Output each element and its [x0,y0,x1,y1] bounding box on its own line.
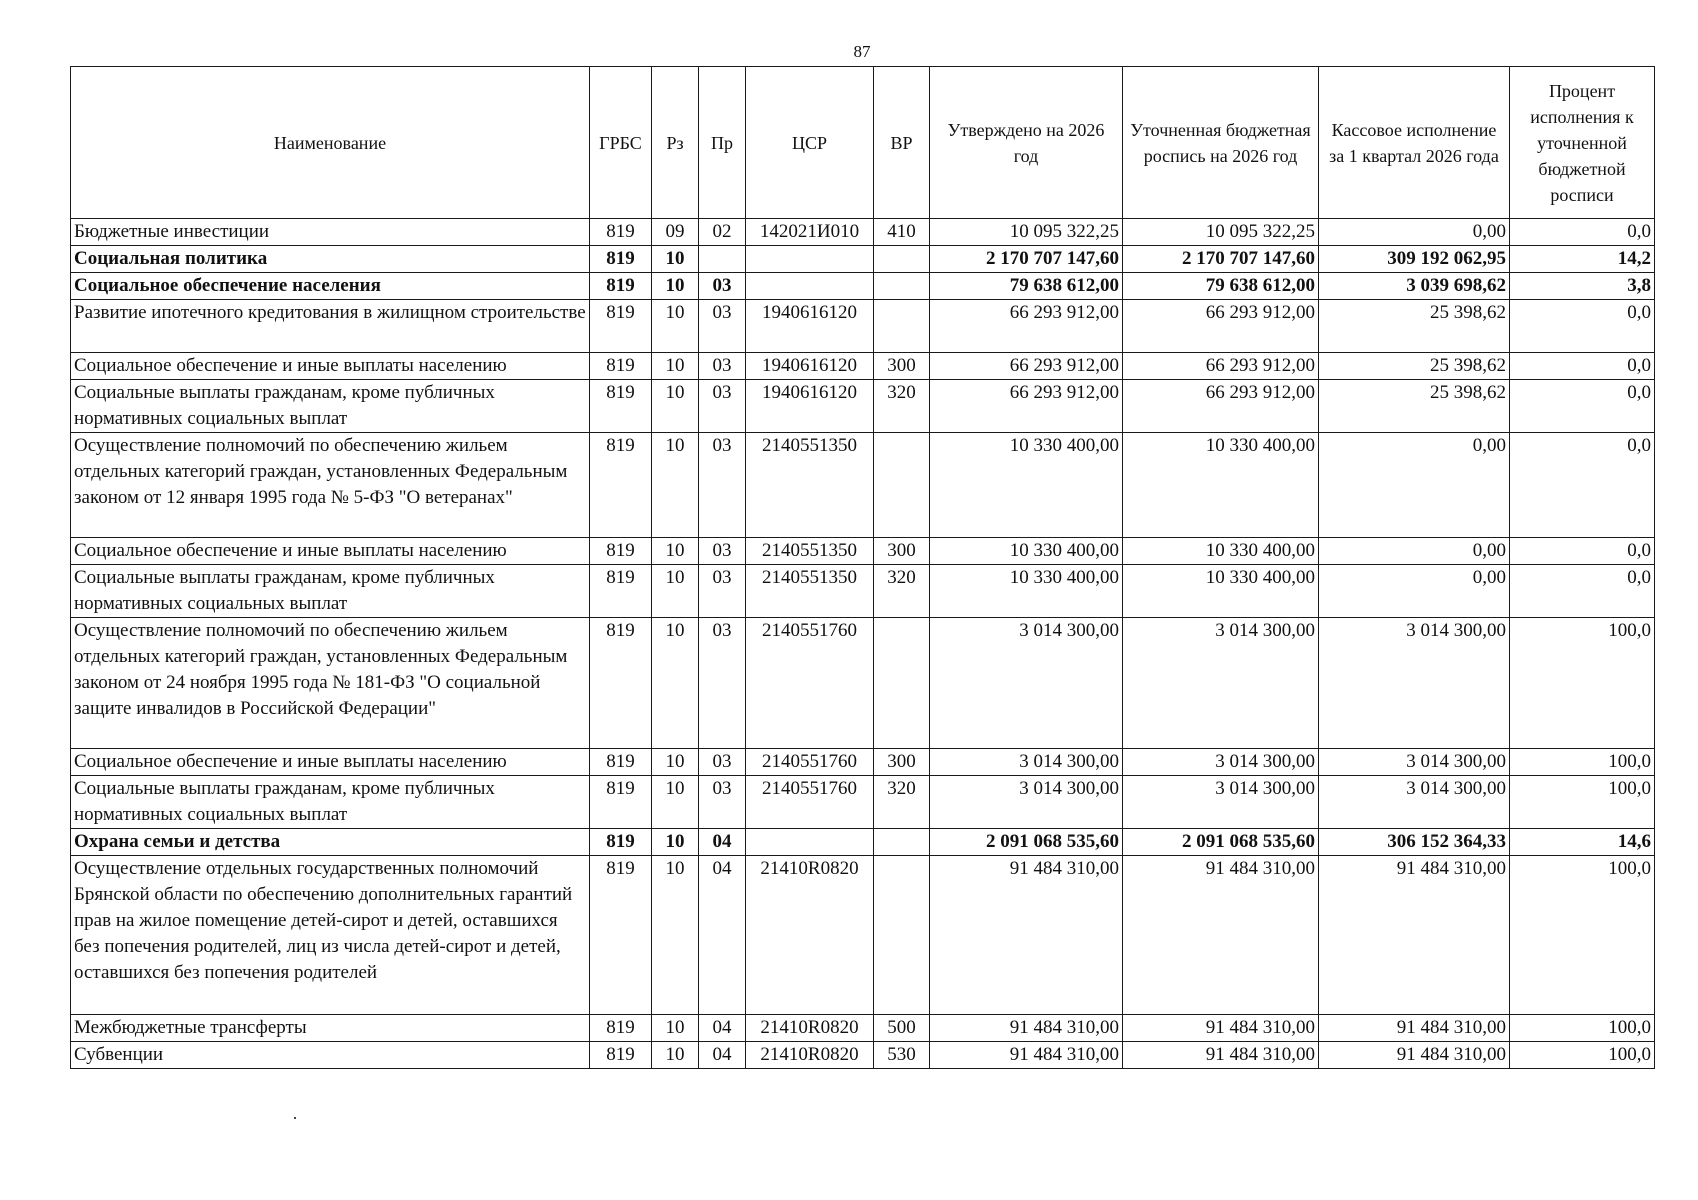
cell-vr: 300 [874,538,930,565]
cell-grbs: 819 [590,353,652,380]
cell-approved: 66 293 912,00 [930,300,1123,353]
cell-executed: 25 398,62 [1319,353,1510,380]
cell-executed: 91 484 310,00 [1319,1015,1510,1042]
cell-percent: 100,0 [1510,856,1655,1015]
cell-grbs: 819 [590,856,652,1015]
cell-vr: 320 [874,776,930,829]
cell-csr: 1940616120 [746,300,874,353]
cell-executed: 0,00 [1319,565,1510,618]
cell-executed: 3 014 300,00 [1319,776,1510,829]
table-row [71,749,1655,776]
cell-approved: 2 170 707 147,60 [930,246,1123,273]
header-name: Наименование [71,67,590,219]
cell-csr: 2140551350 [746,433,874,538]
header-grbs: ГРБС [590,67,652,219]
cell-executed: 91 484 310,00 [1319,1042,1510,1069]
cell-name: Охрана семьи и детства [71,829,590,856]
cell-percent: 0,0 [1510,380,1655,433]
cell-pr: 04 [699,829,746,856]
table-row [71,776,1655,829]
table-row [71,565,1655,618]
cell-rz: 10 [652,273,699,300]
cell-csr: 2140551350 [746,565,874,618]
cell-name: Социальные выплаты гражданам, кроме публичных нормативных социальных выплат [71,565,590,618]
cell-approved: 66 293 912,00 [930,353,1123,380]
cell-csr [746,246,874,273]
table-row [71,1015,1655,1042]
cell-refined: 79 638 612,00 [1123,273,1319,300]
cell-approved: 3 014 300,00 [930,749,1123,776]
cell-csr: 21410R0820 [746,856,874,1015]
cell-refined: 91 484 310,00 [1123,1042,1319,1069]
table-row [71,353,1655,380]
table-row [71,1042,1655,1069]
header-executed: Кассовое исполнение за 1 квартал 2026 года [1319,67,1510,219]
cell-approved: 3 014 300,00 [930,618,1123,749]
cell-percent: 0,0 [1510,219,1655,246]
cell-executed: 3 039 698,62 [1319,273,1510,300]
cell-csr: 21410R0820 [746,1015,874,1042]
cell-approved: 10 330 400,00 [930,538,1123,565]
budget-execution-table [70,66,1655,1069]
cell-refined: 10 330 400,00 [1123,433,1319,538]
cell-grbs: 819 [590,219,652,246]
cell-pr: 03 [699,749,746,776]
cell-grbs: 819 [590,1015,652,1042]
cell-percent: 100,0 [1510,749,1655,776]
cell-percent: 14,2 [1510,246,1655,273]
cell-pr: 03 [699,565,746,618]
cell-pr: 04 [699,1042,746,1069]
cell-name: Субвенции [71,1042,590,1069]
table-row [71,246,1655,273]
cell-executed: 309 192 062,95 [1319,246,1510,273]
cell-grbs: 819 [590,776,652,829]
table-row [71,273,1655,300]
cell-pr: 03 [699,273,746,300]
cell-executed: 306 152 364,33 [1319,829,1510,856]
cell-vr [874,273,930,300]
cell-vr [874,856,930,1015]
cell-percent: 100,0 [1510,618,1655,749]
cell-rz: 10 [652,433,699,538]
cell-name: Социальные выплаты гражданам, кроме публичных нормативных социальных выплат [71,380,590,433]
cell-approved: 79 638 612,00 [930,273,1123,300]
cell-approved: 91 484 310,00 [930,856,1123,1015]
cell-approved: 10 330 400,00 [930,565,1123,618]
cell-pr: 04 [699,1015,746,1042]
table-header-row [71,67,1655,219]
cell-refined: 3 014 300,00 [1123,776,1319,829]
table-row [71,219,1655,246]
cell-csr: 2140551760 [746,618,874,749]
cell-grbs: 819 [590,565,652,618]
cell-refined: 66 293 912,00 [1123,353,1319,380]
cell-approved: 91 484 310,00 [930,1015,1123,1042]
cell-percent: 14,6 [1510,829,1655,856]
cell-grbs: 819 [590,433,652,538]
cell-percent: 0,0 [1510,433,1655,538]
cell-csr: 1940616120 [746,380,874,433]
cell-rz: 10 [652,1015,699,1042]
cell-approved: 91 484 310,00 [930,1042,1123,1069]
cell-vr [874,618,930,749]
cell-pr: 03 [699,618,746,749]
cell-refined: 91 484 310,00 [1123,856,1319,1015]
cell-rz: 10 [652,618,699,749]
cell-executed: 0,00 [1319,433,1510,538]
cell-executed: 0,00 [1319,538,1510,565]
cell-grbs: 819 [590,618,652,749]
cell-pr: 03 [699,433,746,538]
table-row [71,538,1655,565]
cell-csr: 2140551760 [746,749,874,776]
cell-pr: 02 [699,219,746,246]
cell-grbs: 819 [590,1042,652,1069]
cell-refined: 10 095 322,25 [1123,219,1319,246]
cell-refined: 2 170 707 147,60 [1123,246,1319,273]
header-percent: Процент исполнения к уточненной бюджетной росписи [1510,67,1655,219]
cell-vr [874,246,930,273]
cell-refined: 66 293 912,00 [1123,380,1319,433]
cell-name: Социальное обеспечение населения [71,273,590,300]
cell-name: Развитие ипотечного кредитования в жилищном строительстве [71,300,590,353]
cell-vr: 300 [874,353,930,380]
cell-name: Социальное обеспечение и иные выплаты населению [71,749,590,776]
table-row [71,380,1655,433]
table-row [71,856,1655,1015]
cell-executed: 91 484 310,00 [1319,856,1510,1015]
scan-dot [294,1117,296,1119]
cell-refined: 3 014 300,00 [1123,618,1319,749]
table-row [71,433,1655,538]
cell-name: Бюджетные инвестиции [71,219,590,246]
cell-vr: 320 [874,565,930,618]
cell-pr: 03 [699,538,746,565]
cell-grbs: 819 [590,538,652,565]
cell-executed: 0,00 [1319,219,1510,246]
cell-grbs: 819 [590,246,652,273]
cell-rz: 10 [652,380,699,433]
cell-rz: 10 [652,856,699,1015]
cell-approved: 3 014 300,00 [930,776,1123,829]
cell-name: Социальная политика [71,246,590,273]
cell-rz: 10 [652,246,699,273]
cell-percent: 100,0 [1510,1015,1655,1042]
cell-grbs: 819 [590,273,652,300]
cell-vr: 530 [874,1042,930,1069]
cell-rz: 10 [652,565,699,618]
cell-csr [746,273,874,300]
table-row [71,829,1655,856]
cell-percent: 0,0 [1510,538,1655,565]
cell-percent: 0,0 [1510,565,1655,618]
cell-name: Осуществление отдельных государственных полномочий Брянской области по обеспечению дополнительных гарантий прав на жилое помещение детей-сирот и детей, оставшихся без попечения родителей, лиц из числа детей-сирот и детей, оставшихся без попечения родителей [71,856,590,1015]
table-row [71,300,1655,353]
cell-pr [699,246,746,273]
cell-grbs: 819 [590,829,652,856]
header-rz: Рз [652,67,699,219]
cell-rz: 10 [652,353,699,380]
cell-name: Осуществление полномочий по обеспечению жильем отдельных категорий граждан, установленных Федеральным законом от 24 ноября 1995 года № 181-ФЗ "О социальной защите инвалидов в Российской Федерации" [71,618,590,749]
cell-percent: 3,8 [1510,273,1655,300]
cell-refined: 10 330 400,00 [1123,565,1319,618]
header-pr: Пр [699,67,746,219]
cell-vr: 410 [874,219,930,246]
cell-vr: 320 [874,380,930,433]
cell-approved: 66 293 912,00 [930,380,1123,433]
cell-grbs: 819 [590,300,652,353]
cell-refined: 10 330 400,00 [1123,538,1319,565]
cell-refined: 2 091 068 535,60 [1123,829,1319,856]
cell-pr: 03 [699,300,746,353]
cell-name: Социальное обеспечение и иные выплаты населению [71,538,590,565]
header-refined: Уточненная бюджетная роспись на 2026 год [1123,67,1319,219]
cell-percent: 100,0 [1510,1042,1655,1069]
cell-percent: 0,0 [1510,300,1655,353]
cell-pr: 03 [699,776,746,829]
cell-name: Социальное обеспечение и иные выплаты населению [71,353,590,380]
cell-refined: 91 484 310,00 [1123,1015,1319,1042]
cell-rz: 10 [652,776,699,829]
cell-grbs: 819 [590,380,652,433]
cell-name: Социальные выплаты гражданам, кроме публичных нормативных социальных выплат [71,776,590,829]
cell-grbs: 819 [590,749,652,776]
cell-csr: 2140551350 [746,538,874,565]
cell-executed: 25 398,62 [1319,380,1510,433]
table-row [71,618,1655,749]
cell-approved: 10 330 400,00 [930,433,1123,538]
header-csr: ЦСР [746,67,874,219]
cell-executed: 3 014 300,00 [1319,749,1510,776]
cell-rz: 09 [652,219,699,246]
cell-approved: 2 091 068 535,60 [930,829,1123,856]
cell-rz: 10 [652,300,699,353]
cell-executed: 3 014 300,00 [1319,618,1510,749]
cell-vr: 300 [874,749,930,776]
cell-pr: 03 [699,353,746,380]
cell-approved: 10 095 322,25 [930,219,1123,246]
cell-csr: 21410R0820 [746,1042,874,1069]
cell-name: Межбюджетные трансферты [71,1015,590,1042]
cell-vr: 500 [874,1015,930,1042]
cell-percent: 0,0 [1510,353,1655,380]
cell-refined: 3 014 300,00 [1123,749,1319,776]
cell-rz: 10 [652,749,699,776]
cell-percent: 100,0 [1510,776,1655,829]
cell-csr: 142021И010 [746,219,874,246]
cell-vr [874,300,930,353]
cell-rz: 10 [652,829,699,856]
cell-pr: 04 [699,856,746,1015]
cell-csr: 2140551760 [746,776,874,829]
cell-rz: 10 [652,1042,699,1069]
cell-refined: 66 293 912,00 [1123,300,1319,353]
cell-vr [874,829,930,856]
cell-name: Осуществление полномочий по обеспечению жильем отдельных категорий граждан, установленных Федеральным законом от 12 января 1995 года № 5-ФЗ "О ветеранах" [71,433,590,538]
cell-pr: 03 [699,380,746,433]
cell-csr [746,829,874,856]
header-approved: Утверждено на 2026 год [930,67,1123,219]
page-number: 87 [853,42,871,61]
cell-vr [874,433,930,538]
cell-executed: 25 398,62 [1319,300,1510,353]
header-vr: ВР [874,67,930,219]
cell-csr: 1940616120 [746,353,874,380]
cell-rz: 10 [652,538,699,565]
